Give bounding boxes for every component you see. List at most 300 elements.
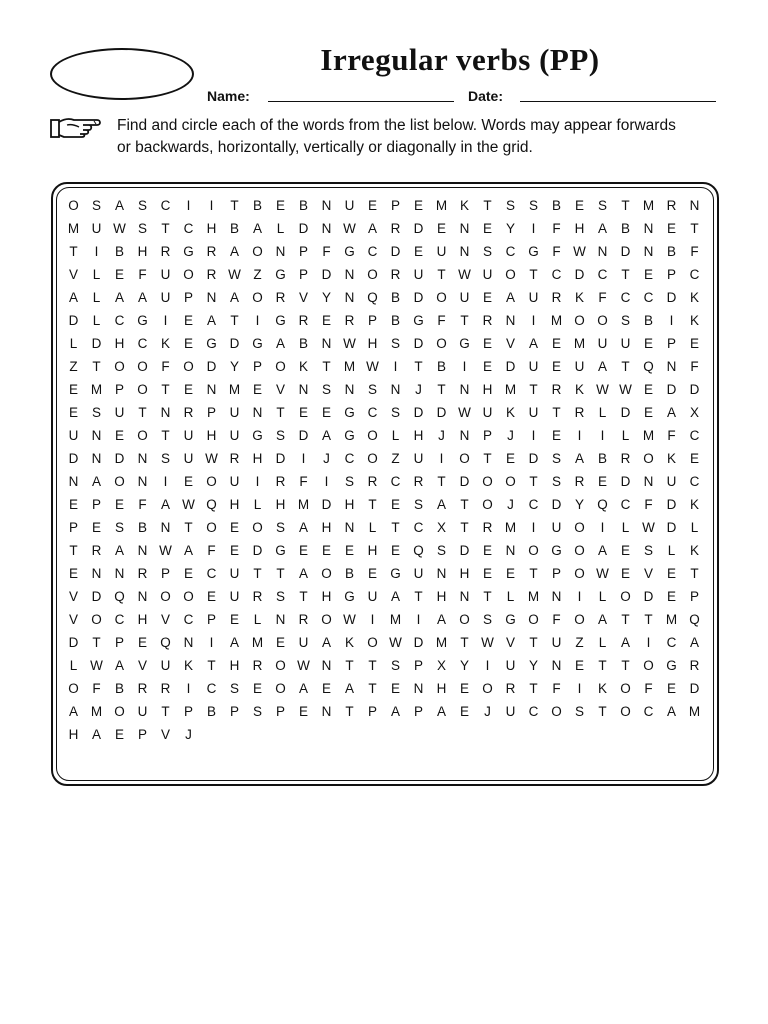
grid-letter[interactable]: G: [275, 312, 286, 328]
grid-letter[interactable]: N: [275, 243, 286, 259]
grid-letter[interactable]: R: [620, 451, 631, 467]
grid-letter[interactable]: H: [367, 543, 378, 559]
grid-letter[interactable]: A: [229, 243, 239, 259]
grid-letter[interactable]: N: [689, 197, 700, 213]
grid-letter[interactable]: T: [69, 243, 78, 259]
grid-letter[interactable]: E: [321, 405, 331, 421]
grid-letter[interactable]: E: [505, 451, 515, 467]
grid-letter[interactable]: O: [321, 612, 332, 628]
grid-letter[interactable]: C: [505, 243, 516, 259]
grid-letter[interactable]: G: [344, 243, 355, 259]
grid-letter[interactable]: E: [252, 681, 262, 697]
grid-letter[interactable]: D: [620, 405, 631, 421]
grid-letter[interactable]: D: [68, 451, 79, 467]
grid-letter[interactable]: D: [91, 589, 102, 605]
grid-letter[interactable]: N: [344, 266, 355, 282]
grid-letter[interactable]: U: [505, 704, 516, 720]
grid-letter[interactable]: U: [160, 658, 171, 674]
grid-letter[interactable]: L: [621, 520, 630, 536]
grid-letter[interactable]: K: [666, 451, 676, 467]
grid-letter[interactable]: E: [183, 335, 193, 351]
grid-letter[interactable]: E: [298, 405, 308, 421]
grid-letter[interactable]: V: [68, 266, 78, 282]
grid-letter[interactable]: Y: [459, 658, 469, 674]
grid-letter[interactable]: D: [689, 681, 700, 697]
grid-letter[interactable]: V: [505, 635, 515, 651]
grid-letter[interactable]: R: [137, 681, 148, 697]
grid-letter[interactable]: G: [183, 243, 194, 259]
grid-letter[interactable]: F: [138, 266, 147, 282]
grid-letter[interactable]: L: [621, 428, 630, 444]
grid-letter[interactable]: N: [643, 474, 654, 490]
grid-letter[interactable]: S: [321, 382, 331, 398]
grid-letter[interactable]: Y: [574, 497, 584, 513]
grid-letter[interactable]: O: [206, 520, 217, 536]
grid-letter[interactable]: U: [91, 220, 102, 236]
grid-letter[interactable]: N: [344, 289, 355, 305]
grid-letter[interactable]: J: [484, 704, 491, 720]
grid-letter[interactable]: U: [597, 335, 608, 351]
grid-letter[interactable]: T: [460, 635, 469, 651]
grid-letter[interactable]: T: [529, 566, 538, 582]
grid-letter[interactable]: E: [643, 266, 653, 282]
grid-letter[interactable]: T: [621, 658, 630, 674]
grid-letter[interactable]: S: [390, 658, 400, 674]
grid-letter[interactable]: O: [574, 543, 585, 559]
grid-letter[interactable]: E: [229, 543, 239, 559]
grid-letter[interactable]: O: [528, 543, 539, 559]
grid-letter[interactable]: E: [275, 197, 285, 213]
grid-letter[interactable]: U: [344, 197, 355, 213]
grid-letter[interactable]: J: [507, 428, 514, 444]
grid-letter[interactable]: N: [137, 589, 148, 605]
grid-letter[interactable]: D: [574, 266, 585, 282]
grid-letter[interactable]: D: [551, 497, 562, 513]
grid-letter[interactable]: I: [255, 312, 260, 328]
grid-letter[interactable]: J: [323, 451, 330, 467]
grid-letter[interactable]: O: [367, 635, 378, 651]
grid-letter[interactable]: A: [275, 335, 285, 351]
grid-letter[interactable]: N: [114, 566, 125, 582]
grid-letter[interactable]: W: [642, 520, 655, 536]
grid-letter[interactable]: Q: [160, 635, 171, 651]
grid-letter[interactable]: O: [367, 451, 378, 467]
grid-letter[interactable]: I: [577, 428, 582, 444]
grid-letter[interactable]: W: [343, 220, 356, 236]
grid-letter[interactable]: N: [344, 520, 355, 536]
grid-letter[interactable]: P: [68, 520, 78, 536]
grid-letter[interactable]: L: [598, 405, 607, 421]
grid-letter[interactable]: U: [620, 335, 631, 351]
grid-letter[interactable]: N: [160, 520, 171, 536]
grid-letter[interactable]: W: [90, 658, 103, 674]
grid-letter[interactable]: E: [137, 635, 147, 651]
grid-letter[interactable]: T: [230, 197, 239, 213]
grid-letter[interactable]: H: [137, 612, 148, 628]
grid-letter[interactable]: E: [574, 197, 584, 213]
grid-letter[interactable]: I: [577, 589, 582, 605]
grid-letter[interactable]: P: [252, 358, 262, 374]
grid-letter[interactable]: A: [597, 358, 607, 374]
grid-letter[interactable]: E: [229, 612, 239, 628]
grid-letter[interactable]: I: [186, 681, 191, 697]
word-search-grid[interactable]: [62, 194, 706, 770]
grid-letter[interactable]: G: [344, 428, 355, 444]
grid-letter[interactable]: V: [643, 566, 653, 582]
grid-letter[interactable]: A: [114, 289, 124, 305]
grid-letter[interactable]: E: [620, 543, 630, 559]
grid-letter[interactable]: M: [90, 382, 103, 398]
grid-letter[interactable]: B: [252, 197, 262, 213]
grid-letter[interactable]: T: [207, 658, 216, 674]
grid-letter[interactable]: A: [114, 197, 124, 213]
grid-letter[interactable]: E: [183, 312, 193, 328]
grid-letter[interactable]: A: [160, 497, 170, 513]
grid-letter[interactable]: N: [252, 405, 263, 421]
grid-letter[interactable]: D: [321, 266, 332, 282]
grid-letter[interactable]: B: [229, 220, 239, 236]
grid-letter[interactable]: T: [184, 520, 193, 536]
grid-letter[interactable]: T: [529, 635, 538, 651]
grid-letter[interactable]: A: [666, 704, 676, 720]
grid-letter[interactable]: Z: [253, 266, 262, 282]
grid-letter[interactable]: C: [620, 289, 631, 305]
grid-letter[interactable]: E: [298, 543, 308, 559]
grid-letter[interactable]: I: [439, 451, 444, 467]
grid-letter[interactable]: C: [528, 497, 539, 513]
grid-letter[interactable]: U: [229, 566, 240, 582]
grid-letter[interactable]: E: [390, 681, 400, 697]
grid-letter[interactable]: P: [206, 612, 216, 628]
grid-letter[interactable]: O: [183, 589, 194, 605]
grid-letter[interactable]: H: [436, 681, 447, 697]
grid-letter[interactable]: T: [690, 566, 699, 582]
grid-letter[interactable]: O: [321, 566, 332, 582]
grid-letter[interactable]: U: [137, 704, 148, 720]
grid-letter[interactable]: S: [137, 220, 147, 236]
grid-letter[interactable]: P: [91, 497, 101, 513]
grid-letter[interactable]: H: [275, 497, 286, 513]
grid-letter[interactable]: E: [390, 497, 400, 513]
grid-letter[interactable]: Q: [367, 289, 378, 305]
grid-letter[interactable]: C: [528, 704, 539, 720]
grid-letter[interactable]: D: [643, 589, 654, 605]
grid-letter[interactable]: O: [252, 289, 263, 305]
grid-letter[interactable]: U: [229, 474, 240, 490]
grid-letter[interactable]: K: [344, 635, 354, 651]
grid-letter[interactable]: W: [596, 566, 609, 582]
grid-letter[interactable]: E: [321, 543, 331, 559]
grid-letter[interactable]: E: [482, 358, 492, 374]
grid-letter[interactable]: I: [531, 428, 536, 444]
grid-letter[interactable]: S: [482, 612, 492, 628]
grid-letter[interactable]: B: [666, 243, 676, 259]
grid-letter[interactable]: S: [91, 405, 101, 421]
grid-letter[interactable]: U: [413, 266, 424, 282]
grid-letter[interactable]: E: [643, 405, 653, 421]
grid-letter[interactable]: C: [206, 681, 217, 697]
grid-letter[interactable]: N: [413, 681, 424, 697]
grid-letter[interactable]: O: [436, 335, 447, 351]
grid-letter[interactable]: C: [597, 266, 608, 282]
grid-letter[interactable]: A: [436, 704, 446, 720]
grid-letter[interactable]: P: [367, 704, 377, 720]
grid-letter[interactable]: H: [252, 451, 263, 467]
grid-letter[interactable]: T: [529, 382, 538, 398]
grid-letter[interactable]: D: [436, 405, 447, 421]
grid-letter[interactable]: O: [206, 474, 217, 490]
grid-letter[interactable]: X: [436, 520, 446, 536]
grid-letter[interactable]: D: [459, 474, 470, 490]
grid-letter[interactable]: T: [368, 497, 377, 513]
grid-letter[interactable]: X: [689, 405, 699, 421]
grid-letter[interactable]: C: [390, 474, 401, 490]
grid-letter[interactable]: C: [666, 635, 677, 651]
grid-letter[interactable]: S: [114, 520, 124, 536]
grid-letter[interactable]: L: [92, 289, 101, 305]
grid-letter[interactable]: N: [459, 382, 470, 398]
grid-letter[interactable]: N: [505, 312, 516, 328]
grid-letter[interactable]: H: [436, 589, 447, 605]
grid-letter[interactable]: E: [114, 727, 124, 743]
grid-letter[interactable]: P: [137, 727, 147, 743]
grid-letter[interactable]: E: [689, 335, 699, 351]
grid-letter[interactable]: O: [367, 266, 378, 282]
grid-letter[interactable]: T: [598, 658, 607, 674]
grid-letter[interactable]: L: [253, 497, 262, 513]
grid-letter[interactable]: U: [482, 405, 493, 421]
grid-letter[interactable]: U: [436, 243, 447, 259]
grid-letter[interactable]: T: [230, 312, 239, 328]
grid-letter[interactable]: D: [620, 474, 631, 490]
grid-letter[interactable]: E: [68, 382, 78, 398]
grid-letter[interactable]: T: [92, 635, 101, 651]
grid-letter[interactable]: A: [436, 497, 446, 513]
grid-letter[interactable]: I: [531, 520, 536, 536]
grid-letter[interactable]: I: [255, 474, 260, 490]
grid-letter[interactable]: V: [160, 612, 170, 628]
grid-letter[interactable]: T: [529, 681, 538, 697]
grid-letter[interactable]: N: [459, 428, 470, 444]
grid-letter[interactable]: T: [69, 543, 78, 559]
grid-letter[interactable]: W: [481, 635, 494, 651]
grid-letter[interactable]: O: [459, 451, 470, 467]
grid-letter[interactable]: E: [620, 566, 630, 582]
grid-letter[interactable]: T: [161, 428, 170, 444]
grid-letter[interactable]: O: [620, 589, 631, 605]
grid-letter[interactable]: F: [92, 681, 101, 697]
grid-letter[interactable]: F: [644, 497, 653, 513]
grid-letter[interactable]: O: [68, 681, 79, 697]
grid-letter[interactable]: R: [482, 520, 493, 536]
grid-letter[interactable]: G: [390, 566, 401, 582]
grid-letter[interactable]: L: [598, 635, 607, 651]
grid-letter[interactable]: R: [666, 197, 677, 213]
grid-letter[interactable]: L: [690, 520, 699, 536]
grid-letter[interactable]: U: [413, 566, 424, 582]
grid-letter[interactable]: P: [367, 312, 377, 328]
grid-letter[interactable]: O: [137, 428, 148, 444]
grid-letter[interactable]: P: [390, 197, 400, 213]
grid-letter[interactable]: F: [322, 243, 331, 259]
grid-letter[interactable]: B: [114, 681, 124, 697]
grid-letter[interactable]: E: [114, 428, 124, 444]
grid-letter[interactable]: O: [137, 358, 148, 374]
grid-letter[interactable]: D: [390, 243, 401, 259]
grid-letter[interactable]: W: [458, 266, 471, 282]
grid-letter[interactable]: V: [68, 589, 78, 605]
grid-letter[interactable]: S: [620, 312, 630, 328]
grid-letter[interactable]: O: [367, 428, 378, 444]
grid-letter[interactable]: G: [252, 335, 263, 351]
grid-letter[interactable]: R: [574, 405, 585, 421]
grid-letter[interactable]: F: [690, 243, 699, 259]
grid-letter[interactable]: U: [413, 451, 424, 467]
grid-letter[interactable]: W: [297, 658, 310, 674]
grid-letter[interactable]: U: [528, 358, 539, 374]
grid-letter[interactable]: F: [598, 289, 607, 305]
grid-letter[interactable]: O: [620, 681, 631, 697]
grid-letter[interactable]: H: [229, 658, 240, 674]
grid-letter[interactable]: I: [370, 612, 375, 628]
grid-letter[interactable]: E: [666, 220, 676, 236]
grid-letter[interactable]: C: [551, 266, 562, 282]
grid-letter[interactable]: P: [298, 243, 308, 259]
grid-letter[interactable]: D: [413, 335, 424, 351]
grid-letter[interactable]: E: [666, 589, 676, 605]
grid-letter[interactable]: B: [206, 704, 216, 720]
grid-letter[interactable]: U: [528, 289, 539, 305]
grid-letter[interactable]: D: [666, 382, 677, 398]
grid-letter[interactable]: W: [596, 382, 609, 398]
grid-letter[interactable]: O: [183, 358, 194, 374]
grid-letter[interactable]: M: [504, 382, 517, 398]
grid-letter[interactable]: D: [298, 428, 309, 444]
grid-letter[interactable]: T: [437, 266, 446, 282]
grid-letter[interactable]: J: [507, 497, 514, 513]
grid-letter[interactable]: O: [91, 612, 102, 628]
grid-letter[interactable]: A: [183, 543, 193, 559]
grid-letter[interactable]: S: [160, 451, 170, 467]
grid-letter[interactable]: D: [413, 405, 424, 421]
grid-letter[interactable]: H: [68, 727, 79, 743]
grid-letter[interactable]: Q: [689, 612, 700, 628]
grid-letter[interactable]: T: [276, 566, 285, 582]
grid-letter[interactable]: N: [344, 382, 355, 398]
grid-letter[interactable]: A: [298, 566, 308, 582]
grid-letter[interactable]: C: [643, 704, 654, 720]
grid-letter[interactable]: Q: [114, 589, 125, 605]
grid-letter[interactable]: O: [275, 658, 286, 674]
grid-letter[interactable]: K: [183, 658, 193, 674]
grid-letter[interactable]: R: [574, 474, 585, 490]
grid-letter[interactable]: F: [161, 358, 170, 374]
grid-letter[interactable]: Q: [597, 497, 608, 513]
grid-letter[interactable]: A: [528, 335, 538, 351]
grid-letter[interactable]: N: [643, 243, 654, 259]
grid-letter[interactable]: S: [551, 474, 561, 490]
grid-letter[interactable]: E: [459, 681, 469, 697]
grid-letter[interactable]: I: [301, 451, 306, 467]
grid-letter[interactable]: O: [574, 312, 585, 328]
grid-letter[interactable]: G: [666, 658, 677, 674]
grid-letter[interactable]: P: [229, 704, 239, 720]
grid-letter[interactable]: U: [229, 589, 240, 605]
grid-letter[interactable]: N: [551, 658, 562, 674]
grid-letter[interactable]: N: [91, 428, 102, 444]
grid-letter[interactable]: E: [551, 358, 561, 374]
grid-letter[interactable]: C: [137, 335, 148, 351]
grid-letter[interactable]: T: [529, 474, 538, 490]
grid-letter[interactable]: D: [505, 358, 516, 374]
grid-letter[interactable]: R: [137, 566, 148, 582]
grid-letter[interactable]: N: [321, 335, 332, 351]
grid-letter[interactable]: E: [68, 405, 78, 421]
grid-letter[interactable]: H: [574, 220, 585, 236]
grid-letter[interactable]: T: [460, 497, 469, 513]
grid-letter[interactable]: T: [437, 382, 446, 398]
grid-letter[interactable]: S: [91, 197, 101, 213]
grid-letter[interactable]: I: [163, 312, 168, 328]
grid-letter[interactable]: O: [68, 197, 79, 213]
grid-letter[interactable]: A: [666, 405, 676, 421]
grid-letter[interactable]: L: [69, 335, 78, 351]
grid-letter[interactable]: E: [367, 197, 377, 213]
grid-letter[interactable]: R: [689, 658, 700, 674]
grid-letter[interactable]: E: [436, 220, 446, 236]
grid-letter[interactable]: K: [574, 289, 584, 305]
grid-letter[interactable]: R: [252, 658, 263, 674]
grid-letter[interactable]: N: [436, 566, 447, 582]
grid-letter[interactable]: E: [689, 451, 699, 467]
grid-letter[interactable]: N: [137, 474, 148, 490]
grid-letter[interactable]: D: [620, 243, 631, 259]
grid-letter[interactable]: N: [459, 220, 470, 236]
grid-letter[interactable]: A: [390, 589, 400, 605]
grid-letter[interactable]: R: [206, 243, 217, 259]
grid-letter[interactable]: E: [114, 266, 124, 282]
grid-letter[interactable]: A: [298, 681, 308, 697]
grid-letter[interactable]: T: [621, 266, 630, 282]
grid-letter[interactable]: N: [91, 451, 102, 467]
grid-letter[interactable]: T: [529, 266, 538, 282]
grid-letter[interactable]: M: [642, 197, 655, 213]
grid-letter[interactable]: H: [229, 497, 240, 513]
grid-letter[interactable]: S: [229, 681, 239, 697]
grid-letter[interactable]: N: [643, 220, 654, 236]
grid-letter[interactable]: D: [689, 382, 700, 398]
grid-letter[interactable]: V: [275, 382, 285, 398]
grid-letter[interactable]: N: [91, 566, 102, 582]
grid-letter[interactable]: L: [598, 589, 607, 605]
grid-letter[interactable]: F: [552, 681, 561, 697]
grid-letter[interactable]: S: [275, 520, 285, 536]
grid-letter[interactable]: G: [551, 543, 562, 559]
grid-letter[interactable]: T: [644, 612, 653, 628]
grid-letter[interactable]: L: [92, 312, 101, 328]
grid-letter[interactable]: O: [275, 358, 286, 374]
grid-letter[interactable]: P: [160, 566, 170, 582]
grid-letter[interactable]: P: [114, 635, 124, 651]
grid-letter[interactable]: B: [390, 312, 400, 328]
grid-letter[interactable]: G: [344, 589, 355, 605]
grid-letter[interactable]: N: [183, 635, 194, 651]
grid-letter[interactable]: K: [689, 312, 699, 328]
grid-letter[interactable]: B: [597, 451, 607, 467]
grid-letter[interactable]: Y: [528, 658, 538, 674]
grid-letter[interactable]: T: [345, 704, 354, 720]
grid-letter[interactable]: N: [321, 704, 332, 720]
